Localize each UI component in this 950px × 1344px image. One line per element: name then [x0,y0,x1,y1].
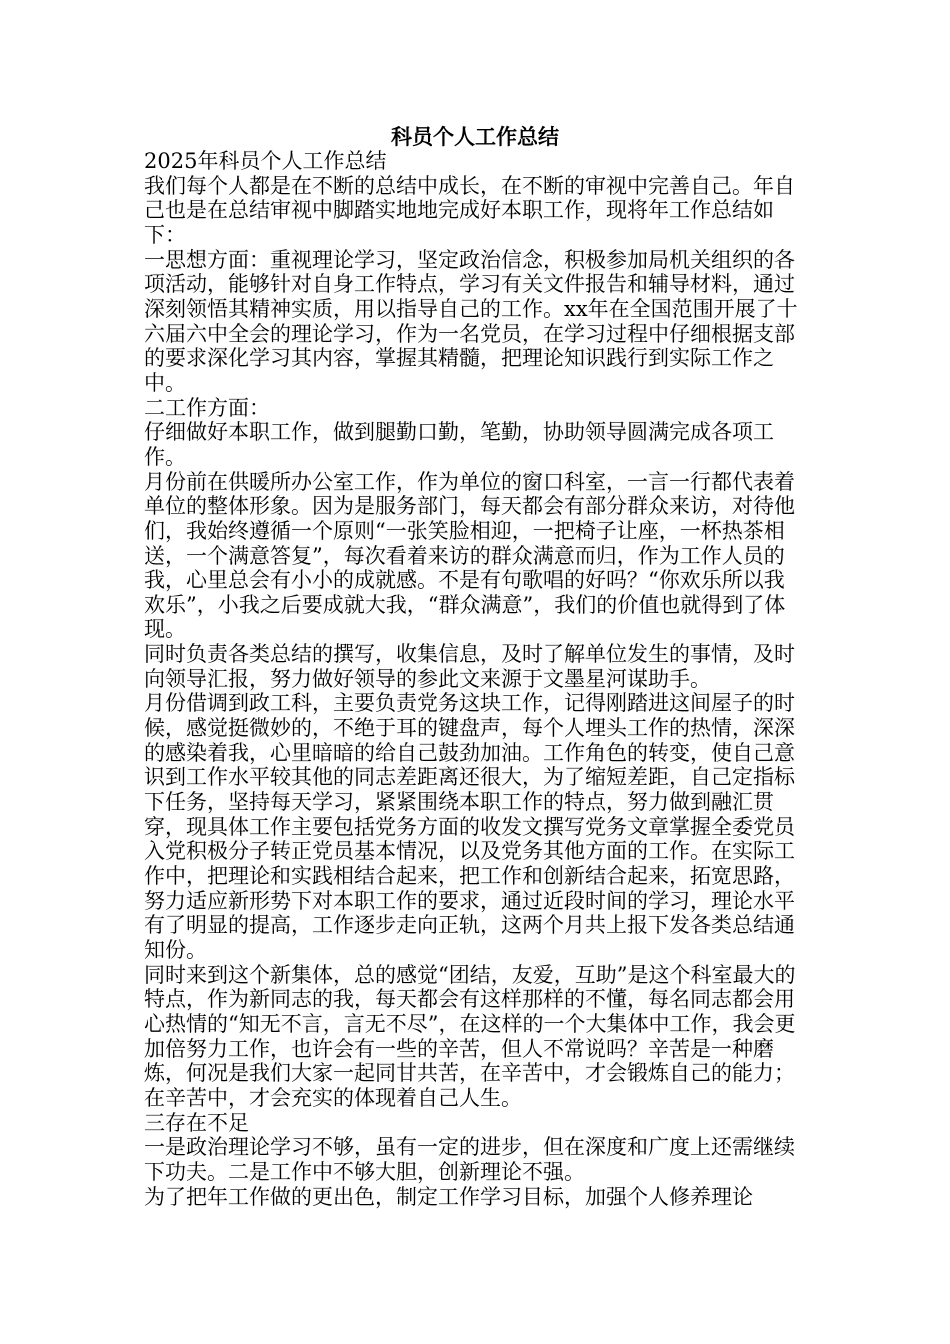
paragraph-thought: 一思想方面：重视理论学习，坚定政治信念，积极参加局机关组织的各项活动，能够针对自身工作特点，学习有关文件报告和辅导材料，通过深刻领悟其精神实质，用以指导自己的工作。xx年在全国范围开展了十六届六中全会的理论学习，作为一名党员，在学习过程中仔细根据支部的要求深化学习其内容，掌握其精髓，把理论知识践行到实际工作之中。 [144,247,798,395]
document-body [144,149,804,1209]
paragraph-goals: 为了把年工作做的更出色，制定工作学习目标，加强个人修养理论 [144,1184,753,1209]
paragraph-report-writing: 同时负责各类总结的撰写，收集信息，及时了解单位发生的事情，及时向领导汇报，努力做好领导的参此文来源于文墨星河谋助手。 [144,642,795,691]
paragraph-intro: 我们每个人都是在不断的总结中成长，在不断的审视中完善自己。年自己也是在总结审视中脚踏实地地完成好本职工作，现将年工作总结如下： [144,173,795,247]
paragraph-subtitle: 2025年科员个人工作总结 [144,149,387,173]
section-heading-work: 二工作方面： [144,395,270,420]
paragraph-office-work: 月份前在供暖所办公室工作，作为单位的窗口科室，一言一行都代表着单位的整体形象。因为是服务部门，每天都会有部分群众来访，对待他们，我始终遵循一个原则“一张笑脸相迎，一把椅子让座，一杯热茶相送，一个满意答复”，每次看着来访的群众满意而归，作为工作人员的我，心里总会有小小的成就感。不是有句歌唱的好吗？“你欢乐所以我欢乐”，小我之后要成就大我，“群众满意”，我们的价值也就得到了体现。 [144,469,795,642]
paragraph-new-team: 同时来到这个新集体，总的感觉“团结，友爱，互助”是这个科室最大的特点，作为新同志的我，每天都会有这样那样的不懂，每名同志都会用心热情的“知无不言，言无不尽”，在这样的一个大集体中工作，我会更加倍努力工作，也许会有一些的辛苦，但人不常说吗？辛苦是一种磨炼，何况是我们大家一起同甘共苦，在辛苦中，才会锻炼自己的能力；在辛苦中，才会充实的体现着自己人生。 [144,962,796,1110]
paragraph-work-summary: 仔细做好本职工作，做到腿勤口勤，笔勤，协助领导圆满完成各项工作。 [144,420,774,469]
document-title: 科员个人工作总结 [391,125,559,149]
paragraph-shortcomings: 一是政治理论学习不够，虽有一定的进步，但在深度和广度上还需继续下功夫。二是工作中不够大胆，创新理论不强。 [144,1135,795,1184]
section-heading-shortcomings: 三存在不足 [144,1110,249,1135]
paragraph-party-work: 月份借调到政工科，主要负责党务这块工作，记得刚踏进这间屋子的时候，感觉挺微妙的，不绝于耳的键盘声，每个人埋头工作的热情，深深的感染着我，心里暗暗的给自己鼓劲加油。工作角色的转变，使自己意识到工作水平较其他的同志差距离还很大，为了缩短差距，自己定指标下任务，坚持每天学习，紧紧围绕本职工作的特点，努力做到融汇贯穿，现具体工作主要包括党务方面的收发文撰写党务文章掌握全委党员入党积极分子转正党员基本情况，以及党务其他方面的工作。在实际工作中，把理论和实践相结合起来，把工作和创新结合起来，拓宽思路，努力适应新形势下对本职工作的要求，通过近段时间的学习，理论水平有了明显的提高，工作逐步走向正轨，这两个月共上报下发各类总结通知份。 [144,691,795,962]
